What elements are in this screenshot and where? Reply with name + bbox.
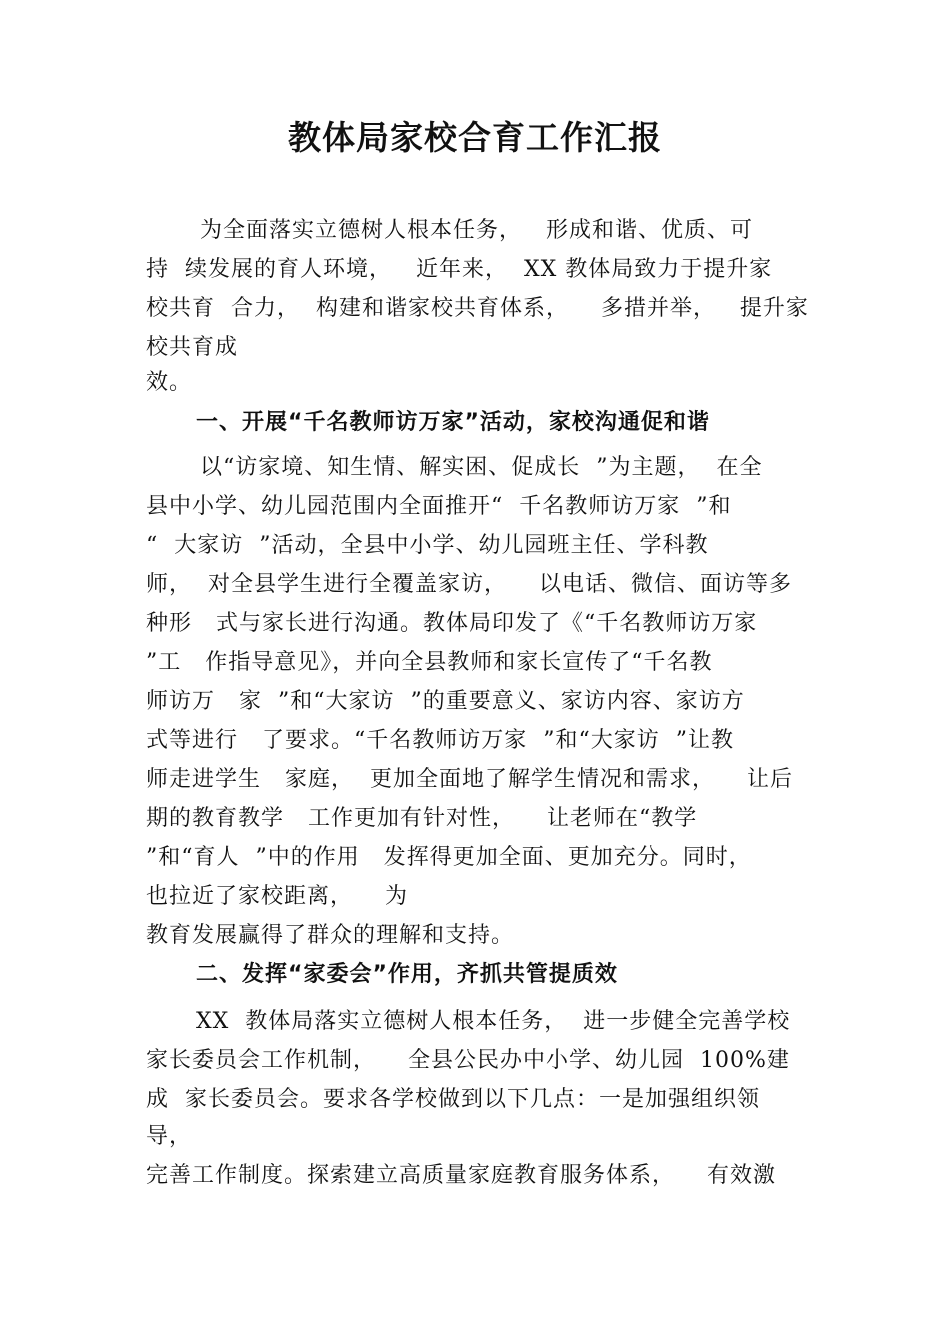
section-2-line-5: 完善工作制度。探索建立高质量家庭教育服务体系， 有效激 (146, 1163, 776, 1188)
section-1-line-1: 以“访家境、知生情、解实困、促成长 ”为主题， 在全 (200, 455, 763, 480)
section-1-line-5: 种形 式与家长进行沟通。教体局印发了《“千名教师访万家 (146, 611, 758, 636)
section-2-line-1: XX 教体局落实立德树人根本任务， 进一步健全完善学校 (196, 1009, 791, 1034)
section-1-line-12: 也拉近了家校距离， 为 (146, 884, 408, 909)
section-1-line-4: 师， 对全县学生进行全覆盖家访， 以电话、微信、面访等多 (146, 572, 792, 597)
intro-line-5: 效。 (146, 370, 193, 395)
section-2-line-3: 成 家长委员会。要求各学校做到以下几点：一是加强组织领 (146, 1087, 760, 1112)
intro-line-3: 校共育 合力， 构建和谐家校共育体系， 多措并举， 提升家 (146, 296, 809, 321)
section-1-line-10: 期的教育教学 工作更加有针对性， 让老师在“教学 (146, 806, 698, 831)
section-1-heading: 一、开展“千名教师访万家”活动，家校沟通促和谐 (196, 410, 710, 435)
intro-line-2: 持 续发展的育人环境， 近年来， XX 教体局致力于提升家 (146, 257, 773, 282)
section-1-line-8: 式等进行 了要求。“千名教师访万家 ”和“大家访 ”让教 (146, 728, 734, 753)
section-1-line-6: ”工 作指导意见》，并向全县教师和家长宣传了“千名教 (146, 650, 713, 675)
section-2-heading: 二、发挥“家委会”作用，齐抓共管提质效 (196, 962, 618, 987)
section-1-line-2: 县中小学、幼儿园范围内全面推开“ 千名教师访万家 ”和 (146, 494, 732, 519)
intro-line-4: 校共育成 (146, 335, 239, 360)
section-1-line-13: 教育发展赢得了群众的理解和支持。 (146, 923, 515, 948)
intro-line-1: 为全面落实立德树人根本任务， 形成和谐、优质、可 (200, 218, 753, 243)
section-1-line-9: 师走进学生 家庭， 更加全面地了解学生情况和需求， 让后 (146, 767, 793, 792)
section-1-line-11: ”和“育人 ”中的作用 发挥得更加全面、更加充分。同时， (146, 845, 752, 870)
section-2-line-4: 导， (146, 1124, 193, 1149)
section-1-line-7: 师访万 家 ”和“大家访 ”的重要意义、家访内容、家访方 (146, 689, 745, 714)
section-1-line-3: “ 大家访 ”活动，全县中小学、幼儿园班主任、学科教 (146, 533, 709, 558)
section-2-line-2: 家长委员会工作机制， 全县公民办中小学、幼儿园 100%建 (146, 1048, 790, 1073)
document-title: 教体局家校合育工作汇报 (288, 118, 662, 157)
